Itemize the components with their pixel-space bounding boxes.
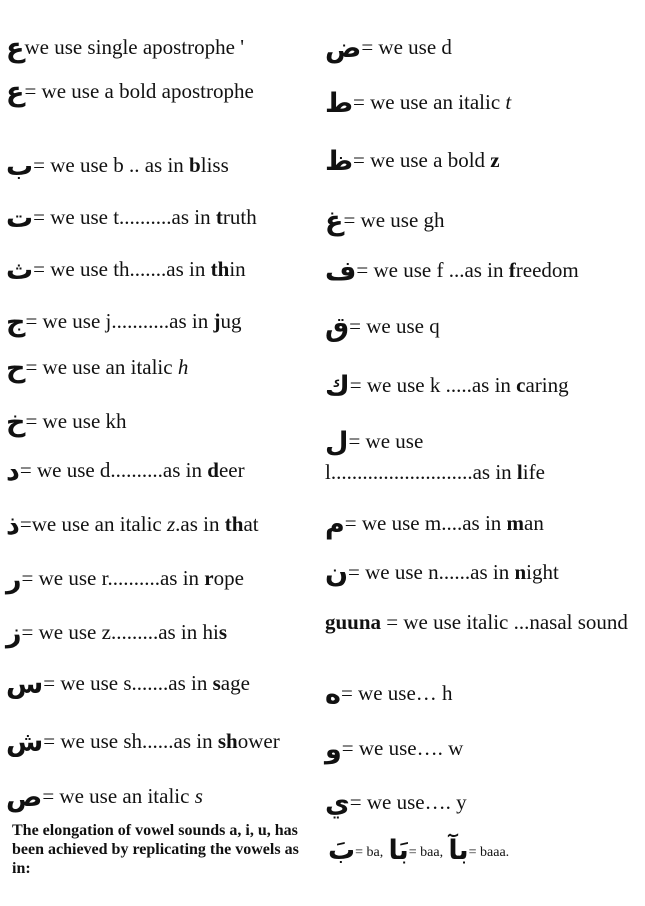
entry-bold: c xyxy=(516,373,526,397)
right-entry xyxy=(325,372,569,400)
entry-text: = we use…. w xyxy=(341,736,464,760)
entry-bold: b xyxy=(189,153,201,177)
right-entry xyxy=(325,559,559,587)
arabic-letter-glyph: ط xyxy=(325,88,354,119)
entry-post: aring xyxy=(525,373,569,397)
entry-post: eer xyxy=(218,458,245,482)
entry-text: = we use s.......as in xyxy=(43,671,213,695)
right-entry xyxy=(325,34,452,62)
entry-post: at xyxy=(243,512,259,536)
entry-bold: n xyxy=(514,560,527,584)
left-entry xyxy=(6,152,229,180)
entry-text: = we use q xyxy=(349,314,440,338)
entry-text: = we use kh xyxy=(25,409,127,433)
left-entry xyxy=(6,511,259,539)
entry-post: ight xyxy=(526,560,559,584)
right-entry xyxy=(325,789,467,817)
entry-bold: m xyxy=(506,511,525,535)
arabic-letter-glyph: ح xyxy=(6,353,26,384)
right-entry xyxy=(325,313,440,341)
arabic-letter-glyph: ج xyxy=(6,307,26,338)
arabic-letter-glyph: ز xyxy=(6,618,22,649)
entry-bold: l xyxy=(516,460,523,484)
left-entry xyxy=(6,78,254,106)
entry-post: ruth xyxy=(222,205,257,229)
arabic-letter-glyph: ك xyxy=(325,371,350,402)
arabic-letter-glyph: ف xyxy=(325,256,357,287)
entry-text: = we use t..........as in xyxy=(33,205,216,229)
arabic-letter-glyph: ض xyxy=(325,33,362,64)
entry-text: = we use… h xyxy=(340,681,453,705)
arabic-letter-glyph: ص xyxy=(6,782,43,813)
left-entry xyxy=(6,565,244,593)
entry-text: = we use f ...as in xyxy=(356,258,509,282)
left-entry xyxy=(6,728,280,756)
arabic-letter-glyph: و xyxy=(325,734,342,765)
right-entry xyxy=(325,257,579,285)
entry-text: = we use gh xyxy=(343,208,445,232)
right-entry xyxy=(325,735,463,763)
entry-bold: j xyxy=(213,309,221,333)
entry-bold: s xyxy=(218,620,228,644)
entry-post: reedom xyxy=(515,258,579,282)
entry-text: = we use a bold apostrophe xyxy=(24,79,254,103)
entry-text: = we use xyxy=(348,429,424,453)
arabic-letter-glyph: ع xyxy=(6,77,25,108)
entry-text: =we use an italic xyxy=(19,512,167,536)
left-entry xyxy=(6,783,203,811)
entry-text: = we use z.........as in hi xyxy=(21,620,219,644)
entry-post: ife xyxy=(522,460,545,484)
arabic-letter-glyph: ي xyxy=(325,788,350,819)
entry-post: age xyxy=(220,671,250,695)
left-entry xyxy=(6,204,257,232)
right-entry xyxy=(325,89,511,117)
entry-text: = we use sh......as in xyxy=(43,729,218,753)
entry-lead: guuna xyxy=(325,610,382,634)
left-entry xyxy=(6,354,188,382)
entry-italic: z xyxy=(166,512,176,536)
right-entry xyxy=(325,680,453,708)
entry-text: = we use r..........as in xyxy=(21,566,205,590)
entry-bold: s xyxy=(212,671,221,695)
arabic-letter-glyph: ظ xyxy=(325,146,354,177)
entry-bold: t xyxy=(215,205,223,229)
arabic-letter-glyph: ذ xyxy=(6,510,20,541)
baa-text: = baa, xyxy=(408,845,444,860)
entry-text: = we use a bold xyxy=(353,148,491,172)
entry-text: we use single apostrophe ' xyxy=(24,35,245,59)
entry-text: = we use k .....as in xyxy=(349,373,517,397)
entry-post: ower xyxy=(237,729,280,753)
baa-glyph: بَا xyxy=(388,835,409,866)
entry-text: l...........................as in xyxy=(325,460,517,484)
right-entry xyxy=(325,510,544,538)
baaa-text: = baaa. xyxy=(468,845,510,860)
ba-glyph: بَ xyxy=(328,835,356,866)
right-entry xyxy=(325,428,423,456)
entry-bold: th xyxy=(210,257,230,281)
entry-text: = we use n......as in xyxy=(348,560,515,584)
entry-text: = we use m....as in xyxy=(344,511,507,535)
ba-text: = ba, xyxy=(355,845,384,860)
elongation-examples xyxy=(328,835,628,866)
arabic-letter-glyph: ر xyxy=(6,564,22,595)
entry-text: = we use d..........as in xyxy=(19,458,208,482)
arabic-letter-glyph: ت xyxy=(6,203,34,234)
right-entry xyxy=(325,609,643,635)
entry-text: = we use j...........as in xyxy=(25,309,214,333)
entry-text: = we use an italic xyxy=(353,90,506,114)
left-entry xyxy=(6,457,245,485)
entry-post: ug xyxy=(220,309,242,333)
left-entry xyxy=(6,308,241,336)
entry-italic: t xyxy=(505,90,512,114)
right-entry xyxy=(325,459,545,485)
baaa-glyph: بآ xyxy=(448,835,469,866)
arabic-letter-glyph: ه xyxy=(325,679,341,710)
entry-text: = we use…. y xyxy=(349,790,467,814)
entry-bold: sh xyxy=(217,729,238,753)
arabic-letter-glyph: م xyxy=(325,509,345,540)
entry-post: in xyxy=(229,257,246,281)
elongation-note: The elongation of vowel sounds a, i, u, has been achieved by replicating the vowels as in: xyxy=(12,822,299,877)
entry-post: liss xyxy=(200,153,229,177)
entry-text: = we use th.......as in xyxy=(33,257,211,281)
entry-bold: th xyxy=(224,512,244,536)
arabic-letter-glyph: ع xyxy=(6,33,25,64)
entry-text: = we use an italic xyxy=(42,784,195,808)
entry-text: = we use italic ...nasal sound xyxy=(381,610,628,634)
entry-bold: f xyxy=(508,258,516,282)
entry-text: = we use an italic xyxy=(25,355,178,379)
left-entry xyxy=(6,408,127,436)
arabic-letter-glyph: س xyxy=(6,669,44,700)
entry-text: = we use b .. as in xyxy=(33,153,190,177)
entry-bold: z xyxy=(490,148,500,172)
entry-italic: s xyxy=(194,784,203,808)
arabic-letter-glyph: ش xyxy=(6,727,44,758)
entry-text: = we use d xyxy=(361,35,452,59)
arabic-letter-glyph: د xyxy=(6,456,20,487)
arabic-letter-glyph: خ xyxy=(6,407,26,438)
entry-italic: h xyxy=(177,355,189,379)
arabic-letter-glyph: غ xyxy=(325,206,344,237)
left-entry xyxy=(6,670,250,698)
right-entry xyxy=(325,147,500,175)
entry-post: ope xyxy=(213,566,244,590)
entry-bold: r xyxy=(204,566,214,590)
left-entry xyxy=(6,256,246,284)
arabic-letter-glyph: ل xyxy=(325,427,349,458)
right-entry xyxy=(325,207,445,235)
arabic-letter-glyph: ق xyxy=(325,312,350,343)
arabic-letter-glyph: ن xyxy=(325,558,349,589)
entry-bold: d xyxy=(207,458,219,482)
arabic-letter-glyph: ب xyxy=(6,151,34,182)
left-entry xyxy=(6,34,244,62)
left-entry xyxy=(6,619,227,647)
arabic-letter-glyph: ث xyxy=(6,255,34,286)
entry-mid: .as in xyxy=(175,512,225,536)
entry-post: an xyxy=(524,511,544,535)
